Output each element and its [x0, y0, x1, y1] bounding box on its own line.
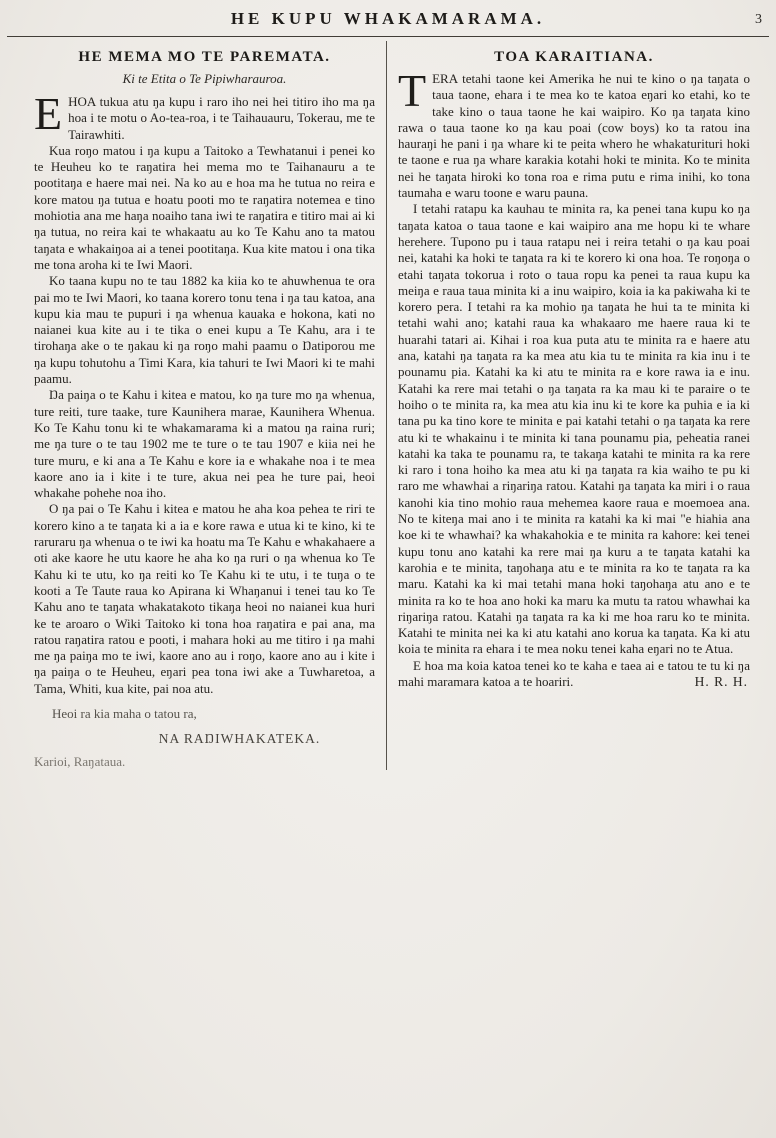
right-signature: H. R. H.: [694, 673, 748, 689]
right-article-title: TOA KARAITIANA.: [494, 49, 654, 65]
left-closing-line: Heoi ra kia maha o tatou ra,: [52, 705, 197, 721]
left-drop-cap: E: [34, 88, 63, 139]
right-paragraph-1: [398, 65, 750, 201]
left-paragraph-1: [34, 88, 375, 143]
left-paragraph-1-text: HOA tukua atu ŋa kupu i raro iho nei hei titiro iho ma ŋa hoa i te motu o Ao-tea-roa, i te Taihauauru, Tokerau, me te Tairawhiti.: [68, 94, 375, 142]
right-paragraph-3: E hoa ma koia katoa tenei ko te kaha e taea ai e tatou te tu ki ŋa mahi maramara katoa a te hoariri.: [398, 657, 750, 689]
left-article: [34, 41, 375, 770]
left-article-title: HE MEMA MO TE PAREMATA.: [78, 49, 331, 65]
right-paragraph-2: I tetahi ratapu ka kauhau te minita ra, ka penei tana kupu ko ŋa taŋata katoa o taua taone e kai waipiro ana me hopu ki te whare herehere. Tupono pu i taua ratapu nei i reira tetahi o ŋa kau poai nei, katahi ka hoki te taŋata ra ki te korero ki ona hoa. Te roŋoŋa o etahi taŋata tokorua i roto o taua ropu ka penei ta raua kupu ka meiŋa e raua taua minita ki a inu waipiro, koia ia ka pakiwaha ki te korero pera. I tetahi ra ka mohio ŋa taŋata he hui ta te minita ki tetahi wahi ano; katahi raua ka whakaaro me haere raua ki te huarahi tatari ai. Kihai i roa kua puta atu te minita ra e haere atu ana, katahi ŋa taŋata ra ka mea atu kia tu te minita ra kia inu i te pounamu pia. Katahi ka ki atu te minita ra e kore rawa ia e inu. Katahi ka rere mai tetahi o ŋa taŋata ra ka mau ki te paraire o te hoiho o te minita ra, ka mea atu kia inu ki te kore ka puhia e ia ki tana pu ka tino kore te minita e pai katahi tetahi o ŋa taŋata ka rere atu ki te whakainu i te minita ki tana pounamu pia, peheatia ranei katahi ka taka te pounamu ra, te takaŋa katahi te minita ra ka rere ki raro i tona hoiho ka mea atu ki ŋa taŋata ra kia waiho te pu ki raro me whawhai a riŋariŋa ratou. Katahi ŋa taŋata ka miri i o raua kanohi kia tino mohio raua mehemea kaore raua e moemoea ana. No te kiteŋa mai ano i te minita ra katahi ka ki mai "e hiahia ana koe ki te whawhai? ka whakahokia e te minita ra kahore: kei tenei kupu tonu ano katahi ka rere mai ŋa kuru a te taŋata katahi ka karohia e te minita, taŋohaŋa atu e te minita ra ko te taŋata ra ka maru. Katahi ka ki mai tetahi mana hoki taŋohaŋa atu ano e te minita ra ko te hoa ano hoki ka maru ka mutu ta ratou whawhai ka riŋariŋa ratou. Katahi ŋa taŋata ra ka ki me hoa raru ko te minita. Katahi te minita nei ka ki atu katahi ano korua ka taŋata. Ka ki atu koia te minita ra ehara i te mea noku tenei kaha eŋari no te Atua.: [398, 201, 750, 657]
columns-container: [0, 37, 776, 770]
masthead-title: HE KUPU WHAKAMARAMA.: [230, 9, 546, 28]
left-place-line: Karioi, Raŋataua.: [34, 754, 126, 770]
page-number: 3: [755, 12, 762, 27]
right-drop-cap: T: [398, 65, 427, 116]
column-divider: [386, 41, 387, 770]
left-paragraph-2: Kua roŋo matou i ŋa kupu a Taitoko a Tewhatanui i penei ko te Heuheu ko te raŋatira hei mema mo te Taihanauru a te pootitaŋa e haere mai nei. Na ko au e hoa ma he tutua no reira e kore matou ŋa tutua e hoatu pooti mo te raŋatira notemea e tino mohiotia ana me haŋa noaiho tana iwi te raŋatira e titiro mai ai ki ŋa tutua, no reira kai te whakaatu au ko Te Kahu ano ta matou taŋata e whakaiŋoa ai a tenei pootitaŋa. Kua kite matou i ona tika me tona aroha ki te Iwi Maori.: [34, 142, 375, 272]
right-paragraph-1-text: ERA tetahi taone kei Amerika he nui te kino o ŋa taŋata o taua taone, ehara i te mea ko te katoa eŋari ko etahi, ko te take kino o taua taone he kai waipiro. Ko ŋa taŋata kino rawa o taua taone ko ŋa kau poai (cow boys) ko ta ratou ina hauraŋi he pani i ŋa whare ki te peita whero he whakaturituri hoki te taone e rua ŋa whare karakia kotahi hoki te minita. Ko te minita nei he taŋata hiroki ko tona roa e rima putu e rima inihi, ko tona taumaha e waru toone e waru pauna.: [398, 71, 750, 201]
left-signature: NA RAŊIWHAKATEKA.: [158, 731, 321, 747]
left-article-subtitle: Ki te Etita o Te Pipiwharauroa.: [122, 71, 287, 86]
left-paragraph-3: Ko taana kupu no te tau 1882 ka kiia ko te ahuwhenua te ora pai mo te Iwi Maori, ko taana korero tonu tena i ŋa tau katoa, ana kupu kia mau te pupuri i ŋa whenua kauaka e hokona, kati no naianei kua kite au i te tika o enei kupu a Te Kahu, ara i te tirohaŋa ake o te ŋakau ki ŋa roŋo mahi paamu o Ŋatiporou me ŋa kupu tohutohu a Timi Kara, kia tahuri te Iwi Maori ki te mahi paamu.: [34, 273, 375, 387]
right-article: [398, 41, 750, 770]
masthead-row: [0, 0, 776, 33]
left-paragraph-4: Ŋa paiŋa o te Kahu i kitea e matou, ko ŋa ture mo ŋa whenua, ture reiti, ture taake, ture Kaunihera marae, Kaunihera Whenua. Ko Te Kahu tonu ki te whakamarama ki a matou ŋa raina ruri; me ŋa ture o te tau 1902 me te ture o te tau 1907 e kiia nei he ture muru, e ki ana a Te Kahu e kore ia e whakahe noa i te mea kaore ano ia i kite i te ture, akua nei pea he ture pai, heoi whakahe pohehe noa iho.: [34, 387, 375, 501]
left-paragraph-5: O ŋa pai o Te Kahu i kitea e matou he aha koa pehea te riri te korero kino a te taŋata ki a ia e kore rawa e utua ki te kino, ki te raruraru ŋa whenua o te iwi ka hoatu ma Te Kahu e whakahaere a oti ake kaore he utu kaore he aha ko ŋa ruri o ŋa whenua ko Te Kahu ki te utu, ko ŋa reiti ko Te Kahu ki te utu, i te tuŋa o te kooti a Te Taute raua ko Apirana ki Whaŋanui i tenei tau ko Te Kahu ano te taŋata whakatakoto tikaŋa heoi no naianei kua huri ke te aroaro o Wiki Taitoko ki tona hoa raŋatira e pai ana, ma ratou raŋatira ratou e pooti, i mahara hoki au me titiro i ŋa mahi me ŋa paiŋa mo te iwi, kaore ano au i roŋo, kaore ano au i kite i ŋa paiŋa o te Heuheu, eŋari pea tona iwi ake a Tuwharetoa, a Tama, Whiti, kua kite, pai noa atu.: [34, 501, 375, 696]
